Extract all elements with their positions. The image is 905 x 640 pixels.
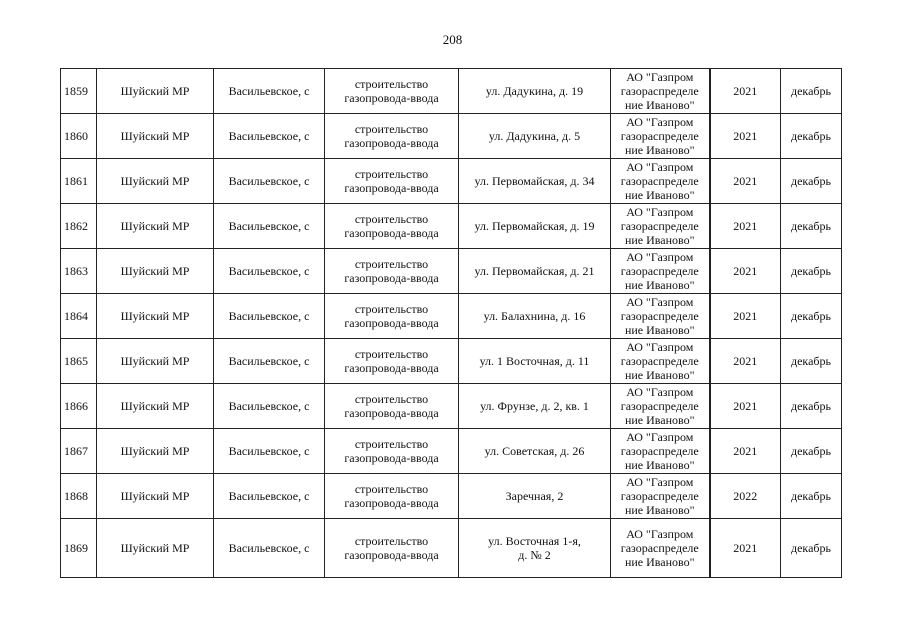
organization-cell-line: АО "Газпром	[626, 205, 694, 219]
table-row	[61, 249, 842, 294]
address-cell-line: д. № 2	[518, 548, 551, 562]
work-type-cell	[325, 249, 459, 294]
organization-cell-line: газораспределе	[620, 489, 699, 503]
address-cell-line: ул. Фрунзе, д. 2, кв. 1	[480, 399, 589, 413]
work-type-cell-line: строительство	[354, 302, 429, 316]
organization-cell-line: ние Иваново"	[624, 555, 695, 569]
district-cell: Шуйский МР	[97, 429, 214, 474]
year-cell: 2021	[710, 159, 781, 204]
work-type-cell	[325, 474, 459, 519]
address-cell	[459, 294, 611, 339]
organization-cell-line: ние Иваново"	[624, 233, 695, 247]
work-type-cell-line: строительство	[354, 437, 429, 451]
row-number-cell: 1860	[61, 114, 97, 159]
organization-cell	[611, 384, 710, 429]
work-type-cell	[325, 384, 459, 429]
month-cell: декабрь	[781, 474, 842, 519]
row-number-cell: 1859	[61, 69, 97, 114]
organization-cell-line: АО "Газпром	[626, 115, 694, 129]
address-cell	[459, 384, 611, 429]
address-cell	[459, 519, 611, 578]
work-type-cell-line: газопровода-ввода	[344, 136, 439, 150]
district-cell: Шуйский МР	[97, 204, 214, 249]
address-cell-line: ул. Первомайская, д. 19	[474, 219, 595, 233]
year-cell: 2021	[710, 384, 781, 429]
organization-cell	[611, 249, 710, 294]
month-cell: декабрь	[781, 384, 842, 429]
settlement-cell: Васильевское, с	[214, 249, 325, 294]
organization-cell	[611, 114, 710, 159]
work-type-cell-line: строительство	[354, 392, 429, 406]
organization-cell-line: газораспределе	[620, 354, 699, 368]
organization-cell-line: АО "Газпром	[626, 475, 694, 489]
organization-cell-line: АО "Газпром	[626, 250, 694, 264]
work-type-cell-line: газопровода-ввода	[344, 406, 439, 420]
work-type-cell-line: строительство	[354, 347, 429, 361]
row-number-cell: 1868	[61, 474, 97, 519]
organization-cell-line: АО "Газпром	[626, 340, 694, 354]
organization-cell-line: газораспределе	[620, 399, 699, 413]
address-cell-line: Заречная, 2	[505, 489, 564, 503]
settlement-cell: Васильевское, с	[214, 294, 325, 339]
settlement-cell: Васильевское, с	[214, 69, 325, 114]
gas-connection-table	[60, 68, 842, 578]
address-cell-line: ул. Советская, д. 26	[484, 444, 585, 458]
organization-cell-line: газораспределе	[620, 84, 699, 98]
row-number-cell: 1862	[61, 204, 97, 249]
address-cell-line: ул. 1 Восточная, д. 11	[479, 354, 590, 368]
work-type-cell	[325, 294, 459, 339]
address-cell-line: ул. Балахнина, д. 16	[483, 309, 586, 323]
work-type-cell	[325, 159, 459, 204]
year-cell: 2021	[710, 249, 781, 294]
organization-cell-line: газораспределе	[620, 219, 699, 233]
work-type-cell-line: газопровода-ввода	[344, 496, 439, 510]
organization-cell	[611, 519, 710, 578]
row-number-cell: 1865	[61, 339, 97, 384]
table-row	[61, 294, 842, 339]
year-cell: 2021	[710, 69, 781, 114]
organization-cell-line: газораспределе	[620, 129, 699, 143]
organization-cell-line: АО "Газпром	[626, 385, 694, 399]
table-row	[61, 339, 842, 384]
organization-cell	[611, 159, 710, 204]
work-type-cell	[325, 339, 459, 384]
district-cell: Шуйский МР	[97, 249, 214, 294]
settlement-cell: Васильевское, с	[214, 159, 325, 204]
year-cell: 2021	[710, 519, 781, 578]
organization-cell-line: ние Иваново"	[624, 458, 695, 472]
address-cell	[459, 159, 611, 204]
settlement-cell: Васильевское, с	[214, 384, 325, 429]
work-type-cell-line: газопровода-ввода	[344, 451, 439, 465]
row-number-cell: 1861	[61, 159, 97, 204]
work-type-cell	[325, 204, 459, 249]
address-cell-line: ул. Первомайская, д. 34	[474, 174, 595, 188]
table-row	[61, 69, 842, 114]
organization-cell-line: ние Иваново"	[624, 368, 695, 382]
year-cell: 2021	[710, 429, 781, 474]
settlement-cell: Васильевское, с	[214, 519, 325, 578]
organization-cell-line: ние Иваново"	[624, 98, 695, 112]
address-cell	[459, 474, 611, 519]
month-cell: декабрь	[781, 339, 842, 384]
organization-cell-line: газораспределе	[620, 264, 699, 278]
district-cell: Шуйский МР	[97, 69, 214, 114]
work-type-cell-line: газопровода-ввода	[344, 316, 439, 330]
address-cell-line: ул. Дадукина, д. 5	[488, 129, 581, 143]
organization-cell-line: ние Иваново"	[624, 143, 695, 157]
work-type-cell	[325, 429, 459, 474]
work-type-cell-line: газопровода-ввода	[344, 271, 439, 285]
table-row	[61, 474, 842, 519]
district-cell: Шуйский МР	[97, 519, 214, 578]
work-type-cell-line: строительство	[354, 122, 429, 136]
organization-cell-line: АО "Газпром	[626, 527, 694, 541]
organization-cell-line: ние Иваново"	[624, 413, 695, 427]
settlement-cell: Васильевское, с	[214, 429, 325, 474]
work-type-cell	[325, 69, 459, 114]
district-cell: Шуйский МР	[97, 339, 214, 384]
organization-cell	[611, 339, 710, 384]
month-cell: декабрь	[781, 204, 842, 249]
year-cell: 2021	[710, 114, 781, 159]
settlement-cell: Васильевское, с	[214, 474, 325, 519]
table-row	[61, 519, 842, 578]
month-cell: декабрь	[781, 294, 842, 339]
organization-cell	[611, 474, 710, 519]
work-type-cell	[325, 114, 459, 159]
district-cell: Шуйский МР	[97, 384, 214, 429]
page-number: 208	[442, 32, 463, 47]
address-cell	[459, 69, 611, 114]
row-number-cell: 1869	[61, 519, 97, 578]
address-cell	[459, 339, 611, 384]
year-cell: 2021	[710, 339, 781, 384]
settlement-cell: Васильевское, с	[214, 204, 325, 249]
row-number-cell: 1867	[61, 429, 97, 474]
table-row	[61, 114, 842, 159]
work-type-cell-line: газопровода-ввода	[344, 181, 439, 195]
work-type-cell-line: строительство	[354, 534, 429, 548]
organization-cell-line: ние Иваново"	[624, 278, 695, 292]
address-cell	[459, 429, 611, 474]
district-cell: Шуйский МР	[97, 159, 214, 204]
organization-cell-line: АО "Газпром	[626, 70, 694, 84]
organization-cell	[611, 69, 710, 114]
work-type-cell-line: строительство	[354, 212, 429, 226]
address-cell	[459, 114, 611, 159]
row-number-cell: 1864	[61, 294, 97, 339]
district-cell: Шуйский МР	[97, 474, 214, 519]
row-number-cell: 1863	[61, 249, 97, 294]
organization-cell	[611, 294, 710, 339]
address-cell	[459, 249, 611, 294]
organization-cell	[611, 429, 710, 474]
table-body	[61, 69, 842, 578]
address-cell	[459, 204, 611, 249]
table-row	[61, 204, 842, 249]
month-cell: декабрь	[781, 114, 842, 159]
organization-cell-line: АО "Газпром	[626, 430, 694, 444]
address-cell-line: ул. Восточная 1-я,	[488, 534, 581, 548]
address-cell-line: ул. Первомайская, д. 21	[474, 264, 595, 278]
work-type-cell-line: строительство	[354, 167, 429, 181]
work-type-cell-line: газопровода-ввода	[344, 361, 439, 375]
month-cell: декабрь	[781, 249, 842, 294]
month-cell: декабрь	[781, 69, 842, 114]
district-cell: Шуйский МР	[97, 114, 214, 159]
organization-cell-line: газораспределе	[620, 541, 699, 555]
organization-cell-line: ние Иваново"	[624, 188, 695, 202]
address-cell-line: ул. Дадукина, д. 19	[485, 84, 584, 98]
organization-cell-line: ние Иваново"	[624, 323, 695, 337]
organization-cell	[611, 204, 710, 249]
year-cell: 2021	[710, 204, 781, 249]
work-type-cell-line: газопровода-ввода	[344, 226, 439, 240]
organization-cell-line: газораспределе	[620, 174, 699, 188]
organization-cell-line: газораспределе	[620, 444, 699, 458]
table-row	[61, 384, 842, 429]
settlement-cell: Васильевское, с	[214, 339, 325, 384]
row-number-cell: 1866	[61, 384, 97, 429]
work-type-cell-line: строительство	[354, 257, 429, 271]
work-type-cell-line: газопровода-ввода	[344, 91, 439, 105]
year-cell: 2021	[710, 294, 781, 339]
organization-cell-line: газораспределе	[620, 309, 699, 323]
work-type-cell	[325, 519, 459, 578]
month-cell: декабрь	[781, 159, 842, 204]
month-cell: декабрь	[781, 429, 842, 474]
settlement-cell: Васильевское, с	[214, 114, 325, 159]
table-row	[61, 159, 842, 204]
year-cell: 2022	[710, 474, 781, 519]
table-row	[61, 429, 842, 474]
month-cell: декабрь	[781, 519, 842, 578]
organization-cell-line: АО "Газпром	[626, 295, 694, 309]
work-type-cell-line: строительство	[354, 77, 429, 91]
organization-cell-line: АО "Газпром	[626, 160, 694, 174]
work-type-cell-line: строительство	[354, 482, 429, 496]
work-type-cell-line: газопровода-ввода	[344, 548, 439, 562]
district-cell: Шуйский МР	[97, 294, 214, 339]
organization-cell-line: ние Иваново"	[624, 503, 695, 517]
